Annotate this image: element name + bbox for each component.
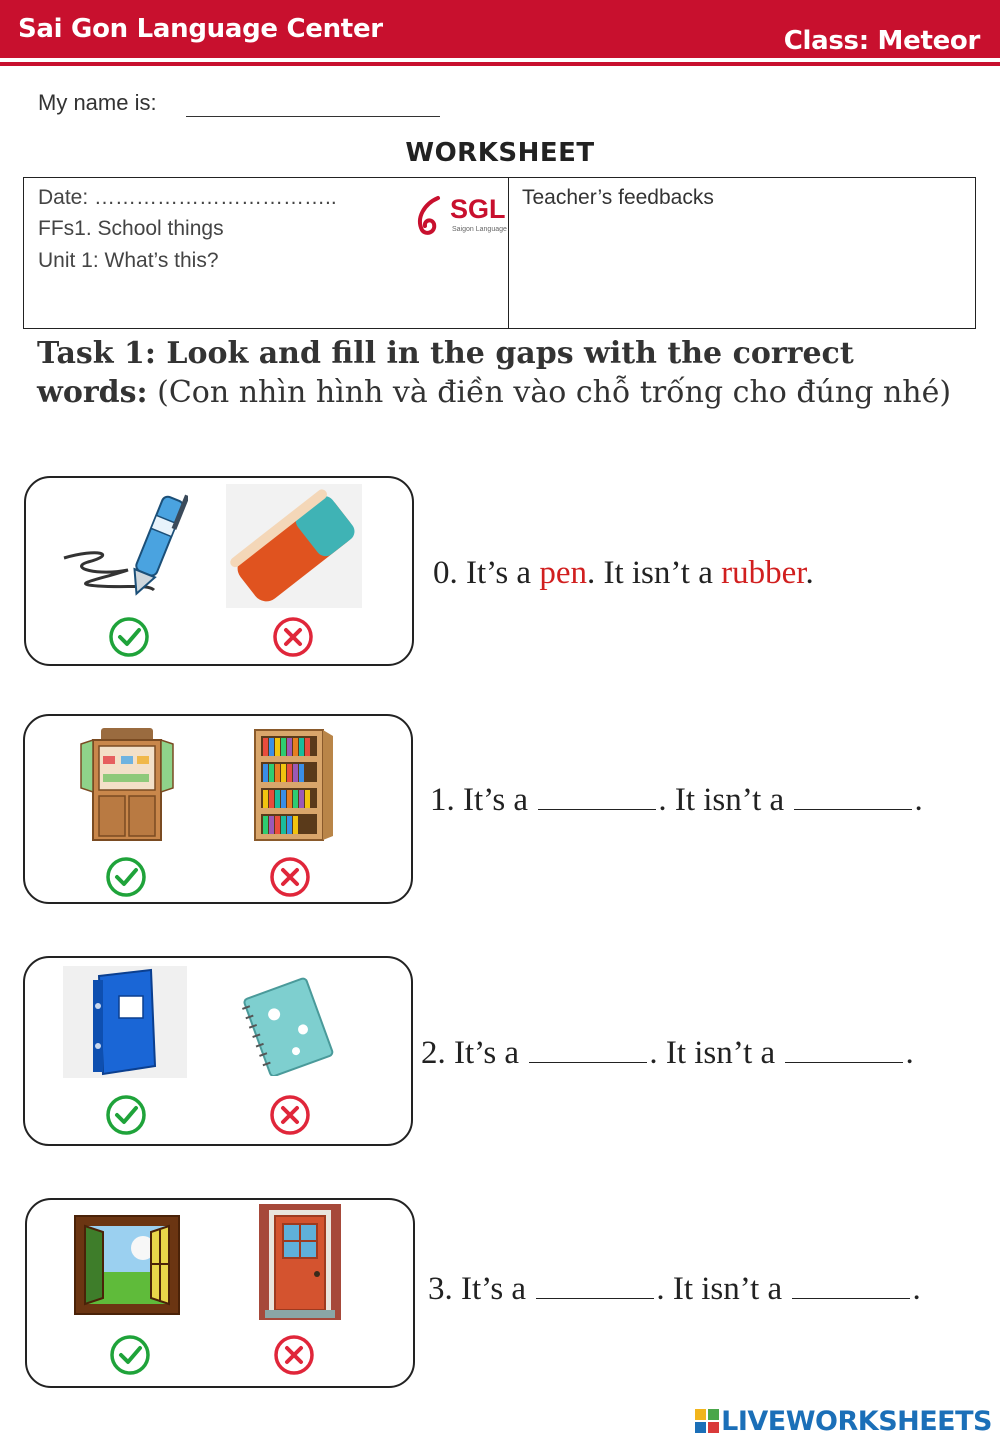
window-image xyxy=(73,1214,181,1316)
cupboard-image xyxy=(79,726,175,844)
check-icon xyxy=(108,616,150,658)
its-a-text: It’s a xyxy=(466,555,532,591)
picture-card-3 xyxy=(25,1198,415,1388)
answer-gap-1a[interactable] xyxy=(538,790,656,810)
sentence-2 xyxy=(421,1035,914,1072)
org-name: Sai Gon Language Center xyxy=(18,14,383,44)
picture-card-2 xyxy=(23,956,413,1146)
date-field: Date: …………………………….. xyxy=(38,186,337,209)
rubber-image xyxy=(226,484,362,608)
isnt-a-text: . It isn’t a xyxy=(656,1271,783,1307)
check-icon xyxy=(105,856,147,898)
answer-rubber: rubber xyxy=(721,555,806,591)
task-instructions xyxy=(37,334,967,412)
lesson-label: FFs1. School things xyxy=(38,217,224,240)
teacher-feedback-label: Teacher’s feedbacks xyxy=(522,186,714,209)
name-label: My name is: xyxy=(38,90,157,115)
unit-label: Unit 1: What’s this? xyxy=(38,249,219,272)
sentence-0 xyxy=(433,555,814,592)
name-input-line[interactable] xyxy=(186,116,440,117)
item-number: 2. xyxy=(421,1035,446,1071)
its-a-text: It’s a xyxy=(454,1035,520,1071)
class-label: Class: Meteor xyxy=(783,26,980,56)
its-a-text: It’s a xyxy=(463,782,529,818)
pen-image xyxy=(58,488,188,608)
notebook-image xyxy=(239,976,339,1076)
isnt-a-text: . It isn’t a xyxy=(649,1035,776,1071)
bookcase-image xyxy=(251,726,335,844)
picture-card-1 xyxy=(23,714,413,904)
sentence-end: . xyxy=(912,1271,921,1307)
check-icon xyxy=(109,1334,151,1376)
answer-gap-3b[interactable] xyxy=(792,1279,910,1299)
answer-gap-2b[interactable] xyxy=(785,1043,903,1063)
header-underline xyxy=(0,62,1000,66)
task-title-bold: Task 1: Look and fill in the gaps with the correct words: xyxy=(37,336,854,410)
liveworksheets-logo xyxy=(695,1406,992,1437)
sentence-end: . xyxy=(905,1035,914,1071)
isnt-a-text: . It isn’t a xyxy=(658,782,785,818)
sgl-logo xyxy=(412,192,508,240)
door-image xyxy=(259,1204,341,1320)
answer-gap-2a[interactable] xyxy=(529,1043,647,1063)
sentence-end: . xyxy=(914,782,923,818)
cross-icon xyxy=(269,856,311,898)
sgl-swirl-icon xyxy=(412,192,452,240)
cross-icon xyxy=(269,1094,311,1136)
item-number: 1. xyxy=(430,782,455,818)
sentence-1 xyxy=(430,782,923,819)
footer-brand: LIVEWORKSHEETS xyxy=(721,1406,992,1437)
item-number: 3. xyxy=(428,1271,453,1307)
task-title-note: (Con nhìn hình và điền vào chỗ trống cho đúng nhé) xyxy=(157,375,952,410)
cross-icon xyxy=(273,1334,315,1376)
picture-card-0 xyxy=(24,476,414,666)
check-icon xyxy=(105,1094,147,1136)
worksheet-title: WORKSHEET xyxy=(405,138,595,168)
logo-subtext: Saigon Language xyxy=(452,226,507,233)
answer-pen: pen xyxy=(539,555,587,591)
folder-image xyxy=(63,966,187,1078)
answer-gap-1b[interactable] xyxy=(794,790,912,810)
sentence-3 xyxy=(428,1271,921,1308)
isnt-a-text: . It isn’t a xyxy=(586,555,713,591)
info-table-divider xyxy=(508,177,509,329)
item-number: 0. xyxy=(433,555,458,591)
its-a-text: It’s a xyxy=(461,1271,527,1307)
sentence-end: . xyxy=(805,555,814,591)
cross-icon xyxy=(272,616,314,658)
logo-text: SGL xyxy=(450,194,506,224)
liveworksheets-icon xyxy=(695,1409,719,1433)
answer-gap-3a[interactable] xyxy=(536,1279,654,1299)
